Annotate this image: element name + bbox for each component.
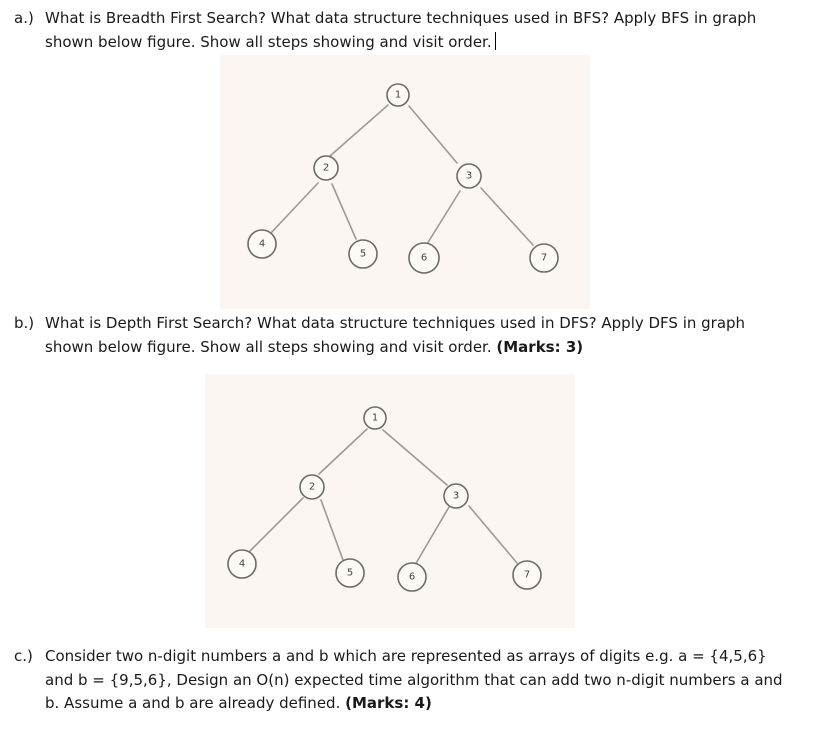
edge-1-3 bbox=[383, 430, 447, 485]
node-7-label: 7 bbox=[540, 252, 548, 264]
edge-3-7 bbox=[481, 188, 533, 245]
edge-2-5 bbox=[332, 184, 356, 239]
bfs-tree-figure bbox=[220, 55, 590, 309]
edge-1-2 bbox=[319, 429, 367, 474]
question-c-marks: (Marks: 4) bbox=[345, 694, 432, 712]
question-c-text bbox=[45, 645, 804, 716]
question-b-label: b.) bbox=[14, 314, 35, 332]
edge-2-4 bbox=[270, 183, 318, 234]
bfs-tree-drawing bbox=[220, 55, 590, 309]
question-b-text bbox=[45, 312, 804, 359]
question-b-line1: What is Depth First Search? What data structure techniques used in DFS? Apply DFS in graph bbox=[45, 314, 746, 332]
dfs-tree-drawing bbox=[205, 374, 575, 628]
question-c-line2: and b = {9,5,6}, Design an O(n) expected time algorithm that can add two n-digit numbers a and bbox=[45, 670, 783, 689]
question-a-label: a.) bbox=[14, 9, 34, 27]
edge-2-5 bbox=[321, 500, 343, 560]
question-b bbox=[14, 312, 804, 359]
node-4-label: 4 bbox=[258, 238, 266, 250]
node-7-label: 7 bbox=[523, 569, 531, 581]
edge-2-4 bbox=[249, 498, 303, 552]
edge-3-6 bbox=[415, 507, 449, 565]
edge-3-7 bbox=[469, 506, 517, 563]
node-5-label: 5 bbox=[359, 248, 367, 260]
question-c-line1: Consider two n-digit numbers a and b which are represented as arrays of digits e.g. a = {4,5,6} bbox=[45, 647, 767, 665]
node-1-label: 1 bbox=[394, 89, 402, 101]
node-4-label: 4 bbox=[238, 558, 246, 570]
question-b-marks: (Marks: 3) bbox=[496, 337, 584, 356]
question-c-line3: b. Assume a and b are already defined. (Marks: 4) bbox=[45, 694, 432, 712]
question-a-line2: shown below figure. Show all steps showing and visit order. bbox=[45, 31, 804, 55]
node-1-label: 1 bbox=[371, 412, 379, 424]
node-6-label: 6 bbox=[420, 252, 428, 264]
question-c bbox=[14, 645, 804, 716]
node-2-label: 2 bbox=[322, 162, 330, 174]
node-6-label: 6 bbox=[408, 571, 416, 583]
question-c-label: c.) bbox=[14, 647, 33, 665]
edge-1-2 bbox=[330, 105, 388, 156]
edge-3-6 bbox=[427, 191, 460, 244]
question-a-line1: What is Breadth First Search? What data structure techniques used in BFS? Apply BFS in graph bbox=[45, 9, 757, 27]
dfs-tree-figure bbox=[205, 374, 575, 628]
node-3-label: 3 bbox=[465, 170, 473, 182]
edge-1-3 bbox=[409, 106, 457, 163]
text-cursor bbox=[495, 32, 496, 50]
node-2-label: 2 bbox=[308, 481, 316, 493]
question-a-text bbox=[45, 7, 804, 54]
question-a bbox=[14, 7, 804, 54]
question-b-line2: shown below figure. Show all steps showing and visit order. (Marks: 3) bbox=[45, 337, 584, 356]
node-3-label: 3 bbox=[452, 490, 460, 502]
node-5-label: 5 bbox=[346, 567, 354, 579]
